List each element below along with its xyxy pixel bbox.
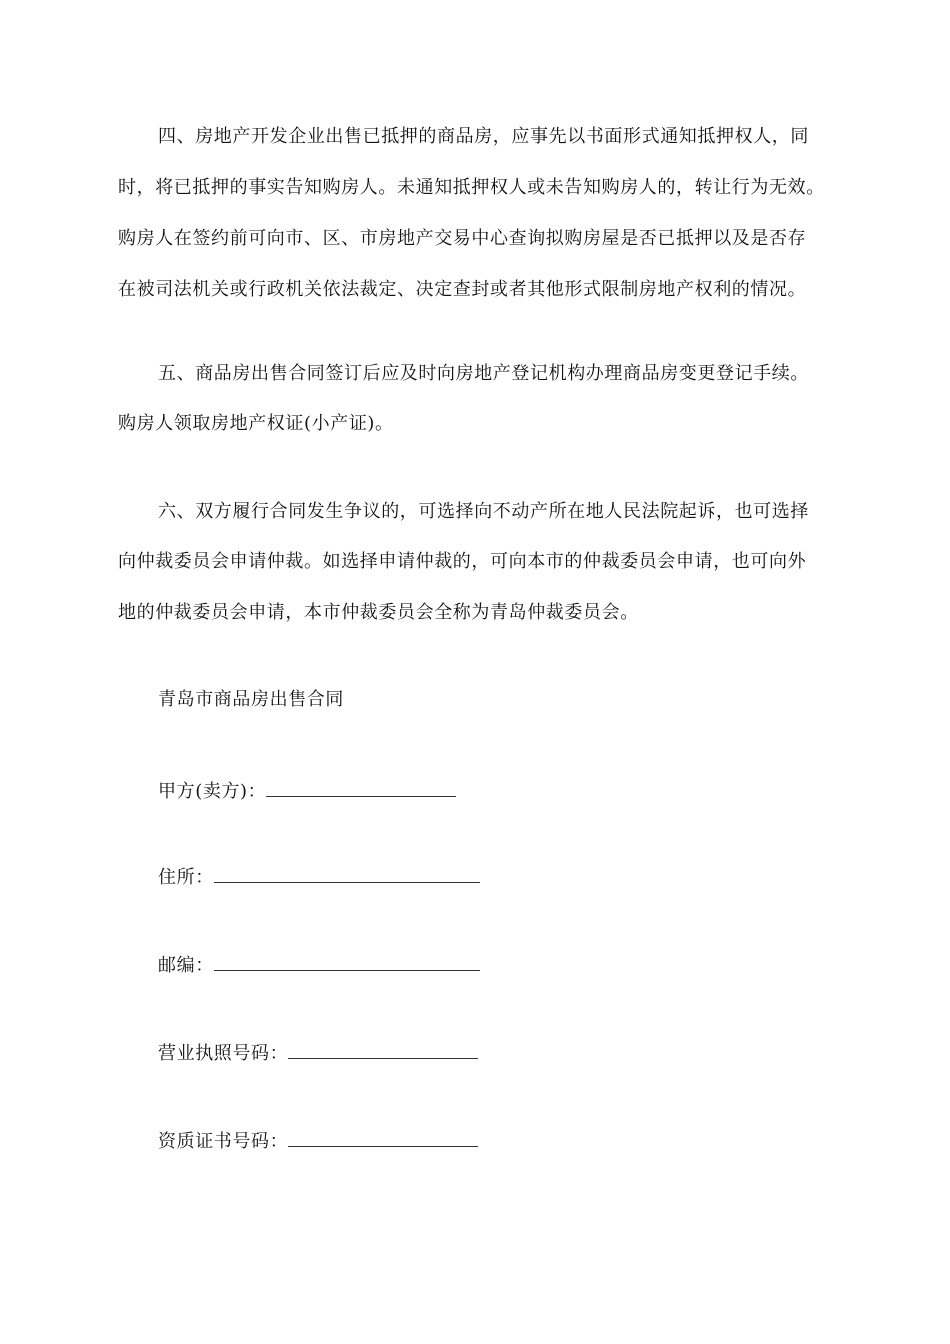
field-qualification-cert-label: 资质证书号码：: [158, 1131, 289, 1152]
clause-4-line-1: 四、房地产开发企业出售已抵押的商品房，应事先以书面形式通知抵押权人，同: [158, 126, 809, 147]
contract-title: 青岛市商品房出售合同: [158, 689, 344, 710]
field-seller: [158, 778, 456, 804]
field-qualification-cert-blank[interactable]: [288, 1128, 478, 1147]
field-postcode-label: 邮编：: [158, 955, 214, 976]
clause-5-line-2: 购房人领取房地产权证(小产证)。: [118, 413, 394, 434]
field-address-blank[interactable]: [214, 864, 480, 883]
field-business-license-label: 营业执照号码：: [158, 1043, 289, 1064]
field-seller-label: 甲方(卖方)：: [158, 781, 267, 802]
field-qualification-cert: [158, 1128, 478, 1154]
clause-4-line-2: 时，将已抵押的事实告知购房人。未通知抵押权人或未告知购房人的，转让行为无效。: [118, 177, 825, 198]
field-address: [158, 864, 480, 890]
clause-5-line-1: 五、商品房出售合同签订后应及时向房地产登记机构办理商品房变更登记手续。: [158, 363, 809, 384]
field-seller-blank[interactable]: [266, 778, 456, 797]
field-business-license-blank[interactable]: [288, 1040, 478, 1059]
field-postcode-blank[interactable]: [214, 952, 480, 971]
field-postcode: [158, 952, 480, 978]
field-business-license: [158, 1040, 478, 1066]
clause-6-line-2: 向仲裁委员会申请仲裁。如选择申请仲裁的，可向本市的仲裁委员会申请，也可向外: [118, 551, 807, 572]
clause-6-line-3: 地的仲裁委员会申请，本市仲裁委员会全称为青岛仲裁委员会。: [118, 602, 639, 623]
clause-4-line-3: 购房人在签约前可向市、区、市房地产交易中心查询拟购房屋是否已抵押以及是否存: [118, 228, 807, 249]
clause-6-line-1: 六、双方履行合同发生争议的，可选择向不动产所在地人民法院起诉，也可选择: [158, 501, 809, 522]
clause-4-line-4: 在被司法机关或行政机关依法裁定、决定查封或者其他形式限制房地产权利的情况。: [118, 279, 807, 300]
field-address-label: 住所：: [158, 867, 214, 888]
